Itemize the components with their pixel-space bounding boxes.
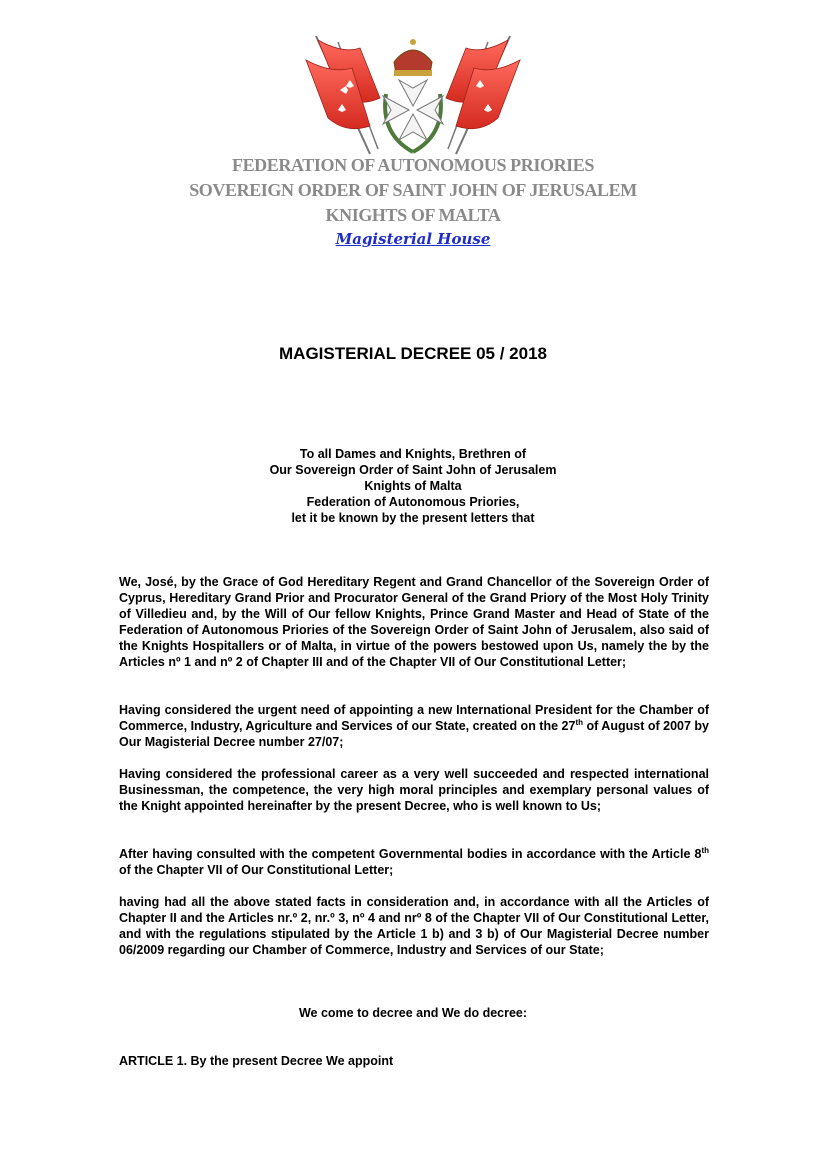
decree-statement: We come to decree and We do decree: (298, 1006, 528, 1020)
paragraph-considerations: having had all the above stated facts in consideration and, in accordance with all the Articles of Chapter II and the Articles nr.º 2, nr.º 3, nº 4 and nrº 8 of the Chapter VII of Our Constitutional Letter, and with the regulations stipulated by the Article 1 b) and 3 b) of Our Magisterial Decree number 06/2009 regarding our Chamber of Commerce, Industry and Services of our State; (119, 895, 709, 957)
paragraph-text: Having considered the urgent need of appointing a new International President for the Chamber of Commerce, Industry, Agriculture and Services of our State, created on the 27 (119, 703, 709, 733)
paragraph-text: of August of 2007 by Our Magisterial Decree number 27/07; (119, 719, 709, 749)
header-org-line-2: SOVEREIGN ORDER OF SAINT JOHN OF JERUSALEM (189, 180, 637, 200)
salutation-line: let it be known by the present letters that (291, 511, 535, 525)
order-emblem-icon (298, 34, 528, 162)
header-org-line-3: KNIGHTS OF MALTA (325, 205, 501, 225)
salutation-line: To all Dames and Knights, Brethren of (299, 447, 527, 461)
superscript: th (575, 717, 584, 727)
superscript: th (701, 845, 709, 855)
paragraph-consultation (119, 846, 709, 878)
paragraph-text: After having consulted with the competent Governmental bodies in accordance with the Article 8 (119, 847, 702, 861)
salutation-line: Knights of Malta (364, 479, 462, 493)
paragraph-preamble: We, José, by the Grace of God Hereditary Regent and Grand Chancellor of the Sovereign Order of Cyprus, Hereditary Grand Prior and Procurator General of the Grand Priory of the Most Holy Trinity of Villedieu and, by the Will of Our fellow Knights, Prince Grand Master and Head of State of the Federation of Autonomous Priories of the Sovereign Order of Saint John of Jerusalem, also said of the Knights Hospitallers or of Malta, in virtue of the powers bestowed upon Us, namely the by the Articles nº 1 and nº 2 of Chapter III and of the Chapter VII of Our Constitutional Letter; (119, 575, 709, 669)
article-1: ARTICLE 1. By the present Decree We appoint (119, 1054, 394, 1068)
decree-title: MAGISTERIAL DECREE 05 / 2018 (279, 344, 547, 363)
salutation-line: Our Sovereign Order of Saint John of Jerusalem (269, 463, 557, 477)
paragraph-text: of the Chapter VII of Our Constitutional Letter; (119, 863, 394, 877)
paragraph-professional-career: Having considered the professional career as a very well succeeded and respected international Businessman, the competence, the very high moral principles and exemplary personal values of the Knight appointed hereinafter by the present Decree, who is well known to Us; (119, 767, 709, 813)
header-org-line-1: FEDERATION OF AUTONOMOUS PRIORIES (231, 155, 594, 175)
salutation-line: Federation of Autonomous Priories, (306, 495, 520, 509)
paragraph-urgent-need (119, 702, 709, 750)
salutation-block (0, 446, 826, 526)
magisterial-house-label: Magisterial House (335, 230, 491, 248)
